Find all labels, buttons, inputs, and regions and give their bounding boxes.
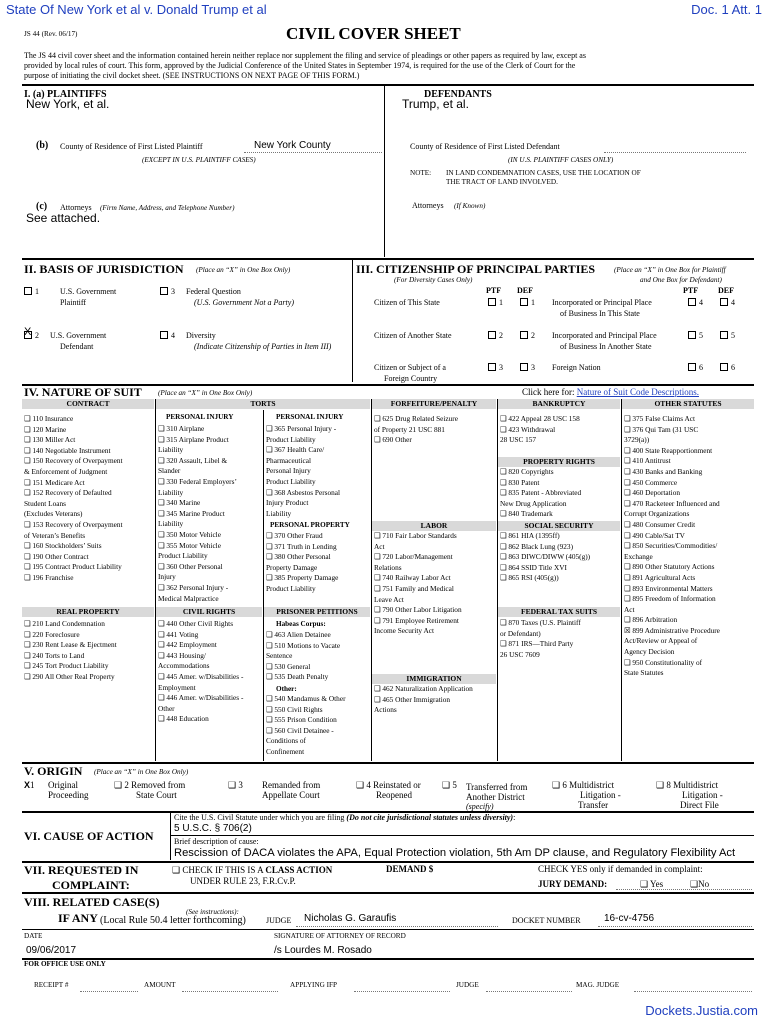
nature-of-suit-item[interactable]: ❑ 367 Health Care/ — [266, 445, 325, 455]
r2-def[interactable]: 2 — [520, 331, 535, 341]
nature-of-suit-item[interactable]: ❑ 560 Civil Detainee - — [266, 725, 334, 735]
nature-of-suit-item: (Excludes Veterans) — [24, 509, 83, 519]
nature-of-suit-item: Liability — [158, 487, 184, 497]
nature-of-suit-item[interactable]: ❑ 530 General — [266, 661, 311, 671]
immigration-list — [374, 684, 473, 716]
nature-of-suit-item: Injury — [158, 572, 176, 582]
torts-header: TORTS — [156, 399, 370, 409]
property-rights-header: PROPERTY RIGHTS — [498, 457, 620, 467]
def-attorneys-hint: (If Known) — [454, 202, 486, 210]
nature-of-suit-item[interactable]: ❑ 152 Recovery of Defaulted — [24, 488, 112, 498]
nature-of-suit-item[interactable]: ❑ 720 Labor/Management — [374, 552, 453, 562]
nature-of-suit-item: Exchange — [624, 551, 653, 561]
nature-of-suit-item[interactable]: ❑ 160 Stockholders’ Suits — [24, 541, 102, 551]
jurisdiction-opt-1[interactable]: 1 — [24, 287, 39, 297]
civil-rights-list — [158, 619, 243, 725]
nature-of-suit-item: Property Damage — [266, 562, 318, 572]
torts-left-list — [158, 424, 237, 604]
nature-of-suit-item[interactable]: ❑ 368 Asbestos Personal — [266, 487, 341, 497]
civil-rights-header: CIVIL RIGHTS — [156, 607, 262, 617]
nature-of-suit-item[interactable]: ❑ 463 Alien Detainee — [266, 630, 331, 639]
prisoner-list-b — [266, 694, 346, 758]
nature-of-suit-item[interactable]: ❑ 365 Personal Injury - — [266, 424, 337, 433]
note-label: NOTE: — [410, 169, 432, 177]
def-header: DEF — [517, 286, 533, 295]
county-defendant-label: County of Residence of First Listed Defendant — [410, 142, 560, 151]
nature-of-suit-item[interactable]: ❑ 362 Personal Injury - — [158, 582, 229, 592]
nature-of-suit-item: Medical Malpractice — [158, 593, 219, 603]
county-plaintiff-value[interactable]: New York County — [254, 140, 331, 151]
origin-8[interactable]: ❑ 8 Multidistrict — [656, 780, 719, 790]
r2-ptf[interactable]: 2 — [488, 331, 503, 341]
in-us-note: (IN U.S. PLAINTIFF CASES ONLY) — [508, 156, 614, 164]
nature-of-suit-item[interactable]: ❑ 445 Amer. w/Disabilities - — [158, 671, 244, 681]
nature-of-suit-item[interactable]: ❑ 462 Naturalization Application — [374, 684, 473, 693]
cause-heading: VI. CAUSE OF ACTION — [24, 829, 154, 843]
r1-ptf[interactable]: 1 — [488, 298, 503, 308]
prisoner-header: PRISONER PETITIONS — [264, 607, 370, 617]
origin-5-line1: Transferred from — [466, 782, 528, 792]
nature-of-suit-item[interactable]: ❑ 864 SSID Title XVI — [500, 562, 567, 572]
origin-6[interactable]: ❑ 6 Multidistrict — [552, 780, 615, 790]
nature-of-suit-item[interactable]: ❑ 442 Employment — [158, 640, 217, 650]
attorneys-value[interactable]: See attached. — [26, 211, 101, 225]
nature-of-suit-item[interactable]: ❑ 210 Land Condemnation — [24, 619, 105, 628]
nature-of-suit-item[interactable]: ❑ 460 Deportation — [624, 488, 680, 498]
origin-5-line2: Another District — [466, 792, 525, 802]
nature-of-suit-item[interactable]: ❑ 370 Other Fraud — [266, 531, 323, 540]
inc1b: of Business In This State — [560, 309, 640, 318]
class-action-checkbox[interactable]: ❑ CHECK IF THIS IS A CLASS ACTION — [172, 865, 333, 875]
nature-of-suit-item[interactable]: ❑ 400 State Reapportionment — [624, 445, 713, 455]
origin-1-line2: Proceeding — [48, 790, 89, 800]
nature-of-suit-item: Product Liability — [266, 476, 316, 486]
defendants-heading: DEFENDANTS — [424, 89, 492, 100]
nature-of-suit-item[interactable]: ❑ 376 Qui Tam (31 USC — [624, 424, 699, 434]
real-property-header: REAL PROPERTY — [22, 607, 154, 617]
real-property-list — [24, 619, 117, 683]
nature-of-suit-item[interactable]: ❑ 555 Prison Condition — [266, 715, 337, 725]
nature-of-suit-item: Corrupt Organizations — [624, 509, 690, 519]
nature-of-suit-item[interactable]: ❑ 710 Fair Labor Standards — [374, 531, 457, 540]
origin-4-line2: Reopened — [376, 790, 412, 800]
immigration-header: IMMIGRATION — [372, 674, 496, 684]
nature-of-suit-item[interactable]: ❑ 245 Tort Product Liability — [24, 661, 109, 671]
nature-code-link[interactable]: Nature of Suit Code Descriptions. — [576, 387, 699, 397]
nature-of-suit-item: Product Liability — [266, 583, 316, 593]
contract-header: CONTRACT — [22, 399, 154, 409]
nature-of-suit-item[interactable]: ❑ 220 Foreclosure — [24, 629, 80, 639]
nature-of-suit-item[interactable]: ❑ 430 Banks and Banking — [624, 466, 703, 476]
r2-def2[interactable]: 5 — [720, 331, 735, 341]
intro-line-3: purpose of initiating the civil docket sheet. (SEE INSTRUCTIONS ON NEXT PAGE OF THIS FORM.) — [24, 71, 360, 80]
labor-header: LABOR — [372, 521, 496, 531]
nature-of-suit-item[interactable]: ❑ 446 Amer. w/Disabilities - — [158, 693, 244, 703]
nature-of-suit-item[interactable]: ❑ 230 Rent Lease & Ejectment — [24, 640, 117, 650]
nature-of-suit-item[interactable]: ❑ 862 Black Lung (923) — [500, 541, 574, 551]
nature-of-suit-item[interactable]: ❑ 891 Agricultural Acts — [624, 572, 696, 582]
attorneys-label: Attorneys — [60, 203, 92, 212]
ptf-header: PTF — [486, 286, 502, 295]
origin-8-line2: Litigation - — [682, 790, 723, 800]
origin-6-line3: Transfer — [578, 800, 609, 810]
nature-of-suit-item: 3729(a)) — [624, 435, 650, 445]
attorneys-hint: (Firm Name, Address, and Telephone Number) — [100, 204, 235, 212]
cause-description[interactable]: Rescission of DACA violates the APA, Equal Protection violation, 5th Am DP clause, and Regulatory Flexibility Act — [174, 847, 736, 859]
r1-ptf2[interactable]: 4 — [688, 298, 703, 308]
bankruptcy-header: BANKRUPTCY — [498, 399, 620, 409]
opt3-line2: (U.S. Government Not a Party) — [194, 298, 294, 307]
origin-5-line3: (specify) — [466, 802, 494, 811]
related-heading-2: IF ANY — [58, 911, 98, 925]
related-heading-1: VIII. RELATED CASE(S) — [24, 895, 160, 909]
intro-line-1: The JS 44 civil cover sheet and the information contained herein neither replace nor supplement the filing and service of pleadings or other papers as required by law, except as — [24, 51, 586, 60]
origin-5[interactable]: ❑ 5 — [442, 780, 457, 790]
nature-of-suit-item[interactable]: ❑ 465 Other Immigration — [374, 694, 451, 704]
bankruptcy-list — [500, 414, 580, 446]
nature-of-suit-item: Employment — [158, 682, 196, 692]
opt3-line1: Federal Question — [186, 287, 241, 296]
nature-of-suit-item[interactable]: ❑ 422 Appeal 28 USC 158 — [500, 414, 580, 423]
intro-line-2: provided by local rules of court. This form, approved by the Judicial Conference of the United States in September 1974, is required for the use of the Clerk of Court for the — [24, 61, 576, 70]
nature-of-suit-item[interactable]: ❑ 153 Recovery of Overpayment — [24, 519, 123, 529]
nature-of-suit-item[interactable]: ❑ 423 Withdrawal — [500, 424, 556, 434]
citizen-foreign-1: Citizen or Subject of a — [374, 363, 446, 372]
nature-of-suit-item[interactable]: ❑ 150 Recovery of Overpayment — [24, 456, 123, 466]
nature-of-suit-item[interactable]: ❑ 190 Other Contract — [24, 551, 89, 561]
nature-of-suit-item[interactable]: ❑ 550 Civil Rights — [266, 704, 323, 714]
origin-2-line2: State Court — [136, 790, 177, 800]
nature-of-suit-item[interactable]: ❑ 450 Commerce — [624, 477, 678, 487]
r3-ptf[interactable]: 3 — [488, 363, 503, 373]
origin-1[interactable]: X1 — [24, 780, 35, 790]
nature-of-suit-item[interactable]: ❑ 790 Other Labor Litigation — [374, 605, 462, 615]
nature-of-suit-item[interactable]: ❑ 130 Miller Act — [24, 435, 76, 445]
except-note: (EXCEPT IN U.S. PLAINTIFF CASES) — [142, 156, 256, 164]
rule23: UNDER RULE 23, F.R.Cv.P. — [190, 876, 296, 886]
x-mark: X — [24, 326, 32, 338]
nature-of-suit-item: Product Liability — [158, 551, 208, 561]
nature-of-suit-item: Liability — [158, 519, 184, 529]
nature-of-suit-item[interactable]: ❑ 355 Motor Vehicle — [158, 540, 221, 550]
nature-of-suit-item[interactable]: ❑ 443 Housing/ — [158, 650, 206, 660]
nature-of-suit-item[interactable]: ❑ 535 Death Penalty — [266, 672, 329, 682]
nature-of-suit-item[interactable]: ❑ 893 Environmental Matters — [624, 583, 713, 593]
nature-of-suit-item: Income Security Act — [374, 626, 434, 636]
signature-value[interactable]: /s Lourdes M. Rosado — [274, 945, 372, 956]
note-text-1: IN LAND CONDEMNATION CASES, USE THE LOCATION OF — [446, 169, 641, 177]
requested-heading-2: COMPLAINT: — [52, 878, 130, 892]
origin-3-line2: Appellate Court — [262, 790, 320, 800]
nature-of-suit-item: Act — [624, 604, 635, 614]
nature-of-suit-item[interactable]: ❑ 835 Patent - Abbreviated — [500, 488, 582, 498]
nature-of-suit-item[interactable]: ❑ 340 Marine — [158, 498, 201, 508]
nature-of-suit-item[interactable]: ❑ 290 All Other Real Property — [24, 671, 115, 681]
nature-of-suit-item[interactable]: ❑ 470 Racketeer Influenced and — [624, 498, 720, 508]
nature-of-suit-item[interactable]: ❑ 791 Employee Retirement — [374, 615, 459, 625]
nature-of-suit-item[interactable]: ❑ 380 Other Personal — [266, 552, 331, 562]
nature-of-suit-item[interactable]: ❑ 110 Insurance — [24, 414, 74, 423]
federal-tax-list — [500, 618, 581, 660]
inc2b: of Business In Another State — [560, 342, 652, 351]
jury-no[interactable]: ❑No — [690, 879, 710, 889]
citizenship-heading: III. CITIZENSHIP OF PRINCIPAL PARTIES — [356, 262, 596, 276]
other-statutes-header: OTHER STATUTES — [622, 399, 754, 409]
nature-of-suit-item[interactable]: ❑ 896 Arbitration — [624, 615, 678, 625]
nature-of-suit-item: Product Liability — [266, 434, 316, 444]
citizen-foreign-2: Foreign Country — [384, 374, 438, 383]
r1-def[interactable]: 1 — [520, 298, 535, 308]
demand-label: DEMAND $ — [386, 864, 434, 874]
nature-of-suit-item[interactable]: ❑ 441 Voting — [158, 629, 199, 639]
opt2-line1: U.S. Government — [50, 331, 107, 340]
citizen-this-state: Citizen of This State — [374, 298, 440, 307]
def-header-2: DEF — [718, 286, 734, 295]
nature-of-suit-item[interactable]: ❑ 850 Securities/Commodities/ — [624, 541, 718, 551]
check-yes-label: CHECK YES only if demanded in complaint: — [538, 864, 703, 874]
office-judge-label: JUDGE — [456, 981, 479, 989]
social-security-list — [500, 531, 590, 584]
other-statutes-list — [624, 414, 720, 679]
jurisdiction-opt-3[interactable]: 3 — [160, 287, 175, 297]
opt2-line2: Defendant — [60, 342, 94, 351]
docket-label: DOCKET NUMBER — [512, 916, 581, 925]
date-label: DATE — [24, 932, 43, 940]
jury-yes[interactable]: ❑ Yes — [640, 879, 664, 889]
nature-of-suit-item[interactable]: ❑ 320 Assault, Libel & — [158, 455, 228, 465]
social-security-header: SOCIAL SECURITY — [498, 521, 620, 531]
nature-heading: IV. NATURE OF SUIT — [24, 385, 142, 399]
jurisdiction-hint: (Place an “X” in One Box Only) — [196, 266, 291, 274]
nature-of-suit-item[interactable]: ❑ 410 Antitrust — [624, 456, 671, 466]
origin-6-line2: Litigation - — [580, 790, 621, 800]
origin-8-line3: Direct File — [680, 800, 719, 810]
habeas-header: Habeas Corpus: — [276, 620, 326, 628]
requested-heading-1: VII. REQUESTED IN — [24, 863, 139, 877]
def-attorneys-label: Attorneys — [412, 201, 444, 210]
defendants-value[interactable]: Trump, et al. — [402, 97, 469, 111]
nature-of-suit-item[interactable]: ❑ 490 Cable/Sat TV — [624, 530, 685, 540]
nature-of-suit-item[interactable]: ❑ 196 Franchise — [24, 572, 74, 582]
nature-of-suit-item: Actions — [374, 705, 397, 715]
r1-def2[interactable]: 4 — [720, 298, 735, 308]
labor-list — [374, 531, 462, 637]
nature-of-suit-item: Slander — [158, 466, 181, 476]
nature-of-suit-item: 28 USC 157 — [500, 435, 537, 445]
ptf-header-2: PTF — [683, 286, 699, 295]
statute-value[interactable]: 5 U.S.C. § 706(2) — [174, 823, 252, 834]
personal-property-header: PERSONAL PROPERTY — [270, 521, 350, 529]
amount-label: AMOUNT — [144, 981, 176, 989]
nature-of-suit-item: Pharmaceutical — [266, 455, 311, 465]
nature-of-suit-item[interactable]: ❑ 480 Consumer Credit — [624, 519, 696, 529]
opt4-line2: (Indicate Citizenship of Parties in Item III) — [194, 342, 332, 351]
nature-of-suit-item[interactable]: ❑ 510 Motions to Vacate — [266, 640, 341, 650]
inc2a: Incorporated and Principal Place — [552, 331, 657, 340]
nature-of-suit-item[interactable]: ❑ 448 Education — [158, 714, 209, 724]
doc-ref-link[interactable]: Doc. 1 Att. 1 — [691, 2, 762, 17]
nature-of-suit-item[interactable]: ❑ 840 Trademark — [500, 509, 553, 519]
origin-1-line1: Original — [48, 780, 78, 790]
judge-label: JUDGE — [266, 916, 292, 925]
nature-of-suit-item: of Property 21 USC 881 — [374, 424, 445, 434]
mag-judge-label: MAG. JUDGE — [576, 981, 620, 989]
nature-of-suit-item[interactable]: ❑ 440 Other Civil Rights — [158, 619, 234, 628]
nature-of-suit-item: Liability — [158, 445, 184, 455]
r3-def2[interactable]: 6 — [720, 363, 735, 373]
nature-of-suit-item: Act/Review or Appeal of — [624, 636, 698, 646]
r2-ptf2[interactable]: 5 — [688, 331, 703, 341]
nature-of-suit-item[interactable]: ❑ 820 Copyrights — [500, 467, 554, 476]
other-header: Other: — [276, 685, 297, 693]
nature-of-suit-item: State Statutes — [624, 668, 664, 678]
signature-label: SIGNATURE OF ATTORNEY OF RECORD — [274, 932, 406, 940]
nature-of-suit-item[interactable]: ☒ 899 Administrative Procedure — [624, 625, 720, 635]
nature-of-suit-item: Conditions of — [266, 736, 306, 746]
nature-of-suit-item[interactable]: ❑ 315 Airplane Product — [158, 434, 229, 444]
property-rights-list — [500, 467, 581, 520]
nature-of-suit-item[interactable]: ❑ 625 Drug Related Seizure — [374, 414, 458, 423]
case-title-link[interactable]: State Of New York et al v. Donald Trump et al — [6, 2, 267, 17]
and-one-box: and One Box for Defendant) — [640, 276, 722, 284]
nature-of-suit-item[interactable]: ❑ 375 False Claims Act — [624, 414, 695, 423]
jury-demand-label: JURY DEMAND: — [538, 879, 608, 889]
nature-of-suit-item[interactable]: ❑ 345 Marine Product — [158, 508, 225, 518]
origin-4[interactable]: ❑ 4 Reinstated or — [356, 780, 421, 790]
nature-of-suit-item[interactable]: ❑ 871 IRS—Third Party — [500, 639, 574, 649]
nature-of-suit-item[interactable]: ❑ 330 Federal Employers’ — [158, 476, 237, 486]
nature-of-suit-item: Student Loans — [24, 498, 66, 508]
origin-hint: (Place an “X” in One Box Only) — [94, 768, 189, 776]
opt1-line2: Plaintiff — [60, 298, 87, 307]
nature-of-suit-item[interactable]: ❑ 195 Contract Product Liability — [24, 562, 122, 572]
nature-of-suit-item[interactable]: ❑ 690 Other — [374, 435, 412, 445]
personal-injury-header: PERSONAL INJURY — [166, 413, 234, 421]
nature-of-suit-item: 26 USC 7609 — [500, 649, 540, 659]
nature-of-suit-item[interactable]: ❑ 310 Airplane — [158, 424, 205, 433]
federal-tax-header: FEDERAL TAX SUITS — [498, 607, 620, 617]
contract-list — [24, 414, 123, 584]
nature-of-suit-item[interactable]: ❑ 895 Freedom of Information — [624, 594, 716, 604]
citizen-another-state: Citizen of Another State — [374, 331, 452, 340]
jurisdiction-opt-4[interactable]: 4 — [160, 331, 175, 341]
prisoner-list-a — [266, 630, 340, 683]
nature-of-suit-item: Relations — [374, 562, 402, 572]
nature-of-suit-item: Confinement — [266, 746, 305, 756]
click-here: Click here for: Nature of Suit Code Descriptions. — [522, 387, 699, 397]
nature-of-suit-item[interactable]: ❑ 360 Other Personal — [158, 561, 223, 571]
nature-of-suit-item[interactable]: ❑ 950 Constitutionality of — [624, 657, 703, 667]
origin-2[interactable]: ❑ 2 Removed from — [114, 780, 186, 790]
brief-label: Brief description of cause: — [174, 837, 259, 846]
plaintiffs-heading: I. (a) PLAINTIFFS — [24, 89, 107, 100]
origin-3-line1: Remanded from — [262, 780, 321, 790]
nature-of-suit-item: New Drug Application — [500, 498, 567, 508]
b-label: (b) — [36, 140, 49, 151]
nature-of-suit-item[interactable]: ❑ 140 Negotiable Instrument — [24, 445, 111, 455]
nature-of-suit-item[interactable]: ❑ 120 Marine — [24, 424, 67, 434]
nature-of-suit-item: Agency Decision — [624, 647, 675, 657]
nature-of-suit-item: Injury Product — [266, 498, 309, 508]
docket-value[interactable]: 16-cv-4756 — [604, 913, 655, 924]
nature-of-suit-item[interactable]: ❑ 861 HIA (1395ff) — [500, 531, 560, 540]
nature-of-suit-item: Other — [158, 703, 175, 713]
nature-of-suit-item[interactable]: ❑ 540 Mandamus & Other — [266, 694, 346, 703]
note-text-2: THE TRACT OF LAND INVOLVED. — [446, 178, 558, 186]
torts-right-list — [266, 424, 340, 519]
county-plaintiff-label: County of Residence of First Listed Plaintiff — [60, 142, 203, 151]
nature-of-suit-item[interactable]: ❑ 151 Medicare Act — [24, 477, 85, 487]
nature-of-suit-item[interactable]: ❑ 751 Family and Medical — [374, 583, 454, 593]
r3-ptf2[interactable]: 6 — [688, 363, 703, 373]
nature-of-suit-item: of Veteran’s Benefits — [24, 530, 86, 540]
c-label: (c) — [36, 201, 48, 212]
nature-of-suit-item[interactable]: ❑ 385 Property Damage — [266, 573, 339, 583]
office-heading: FOR OFFICE USE ONLY — [24, 960, 106, 968]
nature-of-suit-item: & Enforcement of Judgment — [24, 466, 108, 476]
nature-of-suit-item[interactable]: ❑ 863 DIWC/DIWW (405(g)) — [500, 552, 591, 562]
judge-value[interactable]: Nicholas G. Garaufis — [304, 913, 397, 924]
r3-def[interactable]: 3 — [520, 363, 535, 373]
opt1-line1: U.S. Government — [60, 287, 117, 296]
nature-of-suit-item: Act — [374, 541, 385, 551]
citizenship-hint: (Place an “X” in One Box for Plaintiff — [614, 266, 726, 274]
form-id: JS 44 (Rev. 06/17) — [24, 30, 78, 38]
applying-ifp-label: APPLYING IFP — [290, 981, 338, 989]
nature-of-suit-item: Liability — [266, 508, 292, 518]
inc1a: Incorporated or Principal Place — [552, 298, 652, 307]
cite-label: Cite the U.S. Civil Statute under which you are filing (Do not cite jurisdictional statutes unless diversity): — [174, 813, 516, 822]
nature-hint: (Place an “X” in One Box Only) — [158, 389, 253, 397]
nature-of-suit-item: or Defendant) — [500, 628, 541, 638]
nature-of-suit-item: Leave Act — [374, 594, 404, 604]
local-rule-note: (Local Rule 50.4 letter forthcoming) — [100, 915, 246, 926]
date-value[interactable]: 09/06/2017 — [26, 945, 77, 956]
opt4-line1: Diversity — [186, 331, 216, 340]
forfeiture-list — [374, 414, 458, 446]
origin-heading: V. ORIGIN — [24, 764, 83, 778]
nature-of-suit-item[interactable]: ❑ 240 Torts to Land — [24, 650, 85, 660]
receipt-label: RECEIPT # — [34, 981, 69, 989]
nature-of-suit-item: Accommodations — [158, 661, 210, 671]
form-title: CIVIL COVER SHEET — [286, 24, 461, 43]
nature-of-suit-item[interactable]: ❑ 890 Other Statutory Actions — [624, 562, 715, 572]
plaintiffs-value[interactable]: New York, et al. — [26, 97, 110, 111]
nature-of-suit-item[interactable]: ❑ 371 Truth in Lending — [266, 541, 337, 551]
nature-of-suit-item[interactable]: ❑ 830 Patent — [500, 477, 540, 487]
personal-injury-header-2: PERSONAL INJURY — [276, 413, 344, 421]
nature-of-suit-item[interactable]: ❑ 870 Taxes (U.S. Plaintiff — [500, 618, 581, 627]
nature-of-suit-item: Sentence — [266, 651, 293, 661]
nature-of-suit-item: Personal Injury — [266, 466, 311, 476]
forfeiture-header: FORFEITURE/PENALTY — [372, 399, 496, 409]
torts-property-list — [266, 531, 338, 595]
jurisdiction-heading: II. BASIS OF JURISDICTION — [24, 262, 184, 276]
diversity-only: (For Diversity Cases Only) — [394, 276, 473, 284]
nature-of-suit-item[interactable]: ❑ 740 Railway Labor Act — [374, 573, 451, 583]
jurisdiction-opt-2[interactable]: X 2 — [24, 326, 39, 340]
justia-link[interactable]: Dockets.Justia.com — [645, 1003, 758, 1018]
nature-of-suit-item[interactable]: ❑ 865 RSI (405(g)) — [500, 573, 559, 583]
origin-3[interactable]: ❑ 3 — [228, 780, 243, 790]
see-instructions: (See instructions): — [186, 908, 239, 916]
nature-of-suit-item[interactable]: ❑ 350 Motor Vehicle — [158, 529, 221, 539]
foreign-nation: Foreign Nation — [552, 363, 601, 372]
